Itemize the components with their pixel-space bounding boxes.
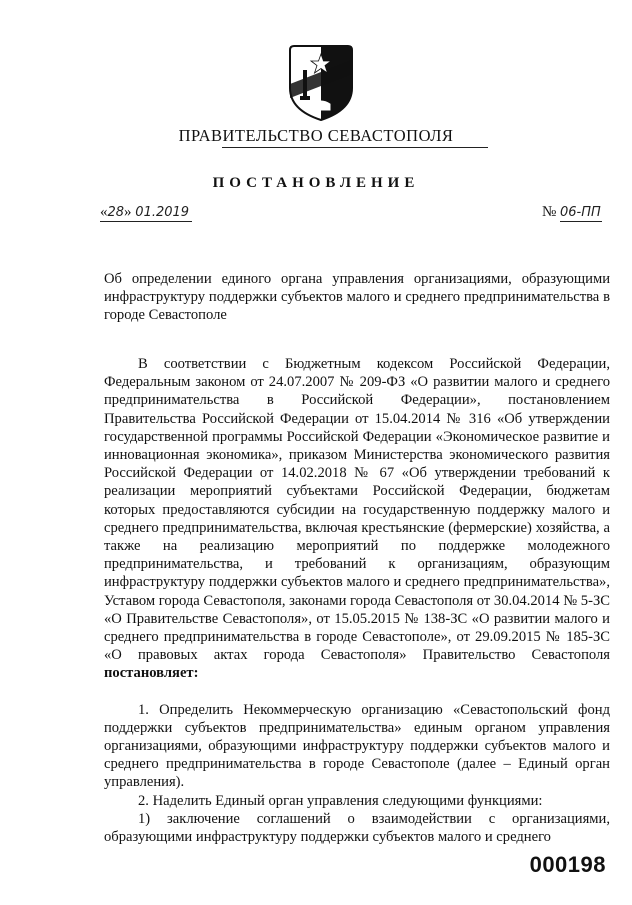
preamble-text: В соответствии с Бюджетным кодексом Российской Федерации, Федеральным законом от 24.07.2007 № 209-ФЗ «О развитии малого и среднего предпринимательства в Российской Федерации», постановлением Правительства Российской Федерации от 15.04.2014 № 316 «Об утверждении государственной программы Российской Федерации «Экономическое развитие и инновационная экономика», приказом Министерства экономического развития Российской Федерации от 14.02.2018 № 67 «Об утверждении требований к реализации мероприятий субъектами Российской Федерации, бюджетам которых предоставляются субсидии на государственную поддержку малого и среднего предпринимательства, включая крестьянские (фермерские) хозяйства, а также на реализацию мероприятий по поддержке молодежного предпринимательства, и требований к организациям, образующим инфраструктуру поддержки субъектов малого и среднего предпринимательства», Уставом города Севастополя, законами города Севастополя от 30.04.2014 № 5-ЗС «О Правительстве Севастополя», от 15.05.2015 № 138-ЗС «О развитии малого и среднего предпринимательства в городе Севастополе», от 29.09.2015 № 185-ЗС «О правовых актах города Севастополя» Правительство Севастополя	[104, 356, 610, 664]
date-day: 28	[107, 205, 125, 220]
number-sign: №	[541, 204, 557, 220]
document-number	[542, 204, 602, 222]
preamble-paragraph	[104, 355, 610, 683]
item-2-1-paragraph: 1) заключение соглашений о взаимодействии с организациями, образующими инфраструктуру поддержки субъектов малого и среднего	[104, 810, 610, 846]
item-2-paragraph: 2. Наделить Единый орган управления следующими функциями:	[138, 792, 543, 809]
decree-word: постановляет:	[104, 665, 199, 682]
date-field	[100, 204, 192, 222]
number-value: 06-ПП	[560, 205, 601, 220]
number-field	[560, 204, 602, 222]
item-1-paragraph: 1. Определить Некоммерческую организацию «Севастопольский фонд поддержки субъектов предпринимательства» единым органом управления организациями, образующими инфраструктуру поддержки субъектов малого и среднего предпринимательства в городе Севастополе (далее – Единый орган управления).	[104, 701, 610, 791]
document-subject: Об определении единого органа управления организациями, образующими инфраструктуру поддержки субъектов малого и среднего предпринимательства в городе Севастополе	[104, 271, 610, 323]
page-number: 000198	[529, 852, 606, 877]
document-date	[100, 204, 192, 222]
document-type: ПОСТАНОВЛЕНИЕ	[212, 175, 420, 191]
date-close-quote: »	[124, 204, 132, 220]
government-title: ПРАВИТЕЛЬСТВО СЕВАСТОПОЛЯ	[178, 126, 454, 145]
date-open-quote: «	[100, 204, 108, 220]
date-month-year: 01.2019	[135, 205, 190, 220]
title-divider	[222, 147, 488, 148]
document-body	[104, 355, 610, 846]
coat-of-arms-icon	[286, 40, 356, 122]
